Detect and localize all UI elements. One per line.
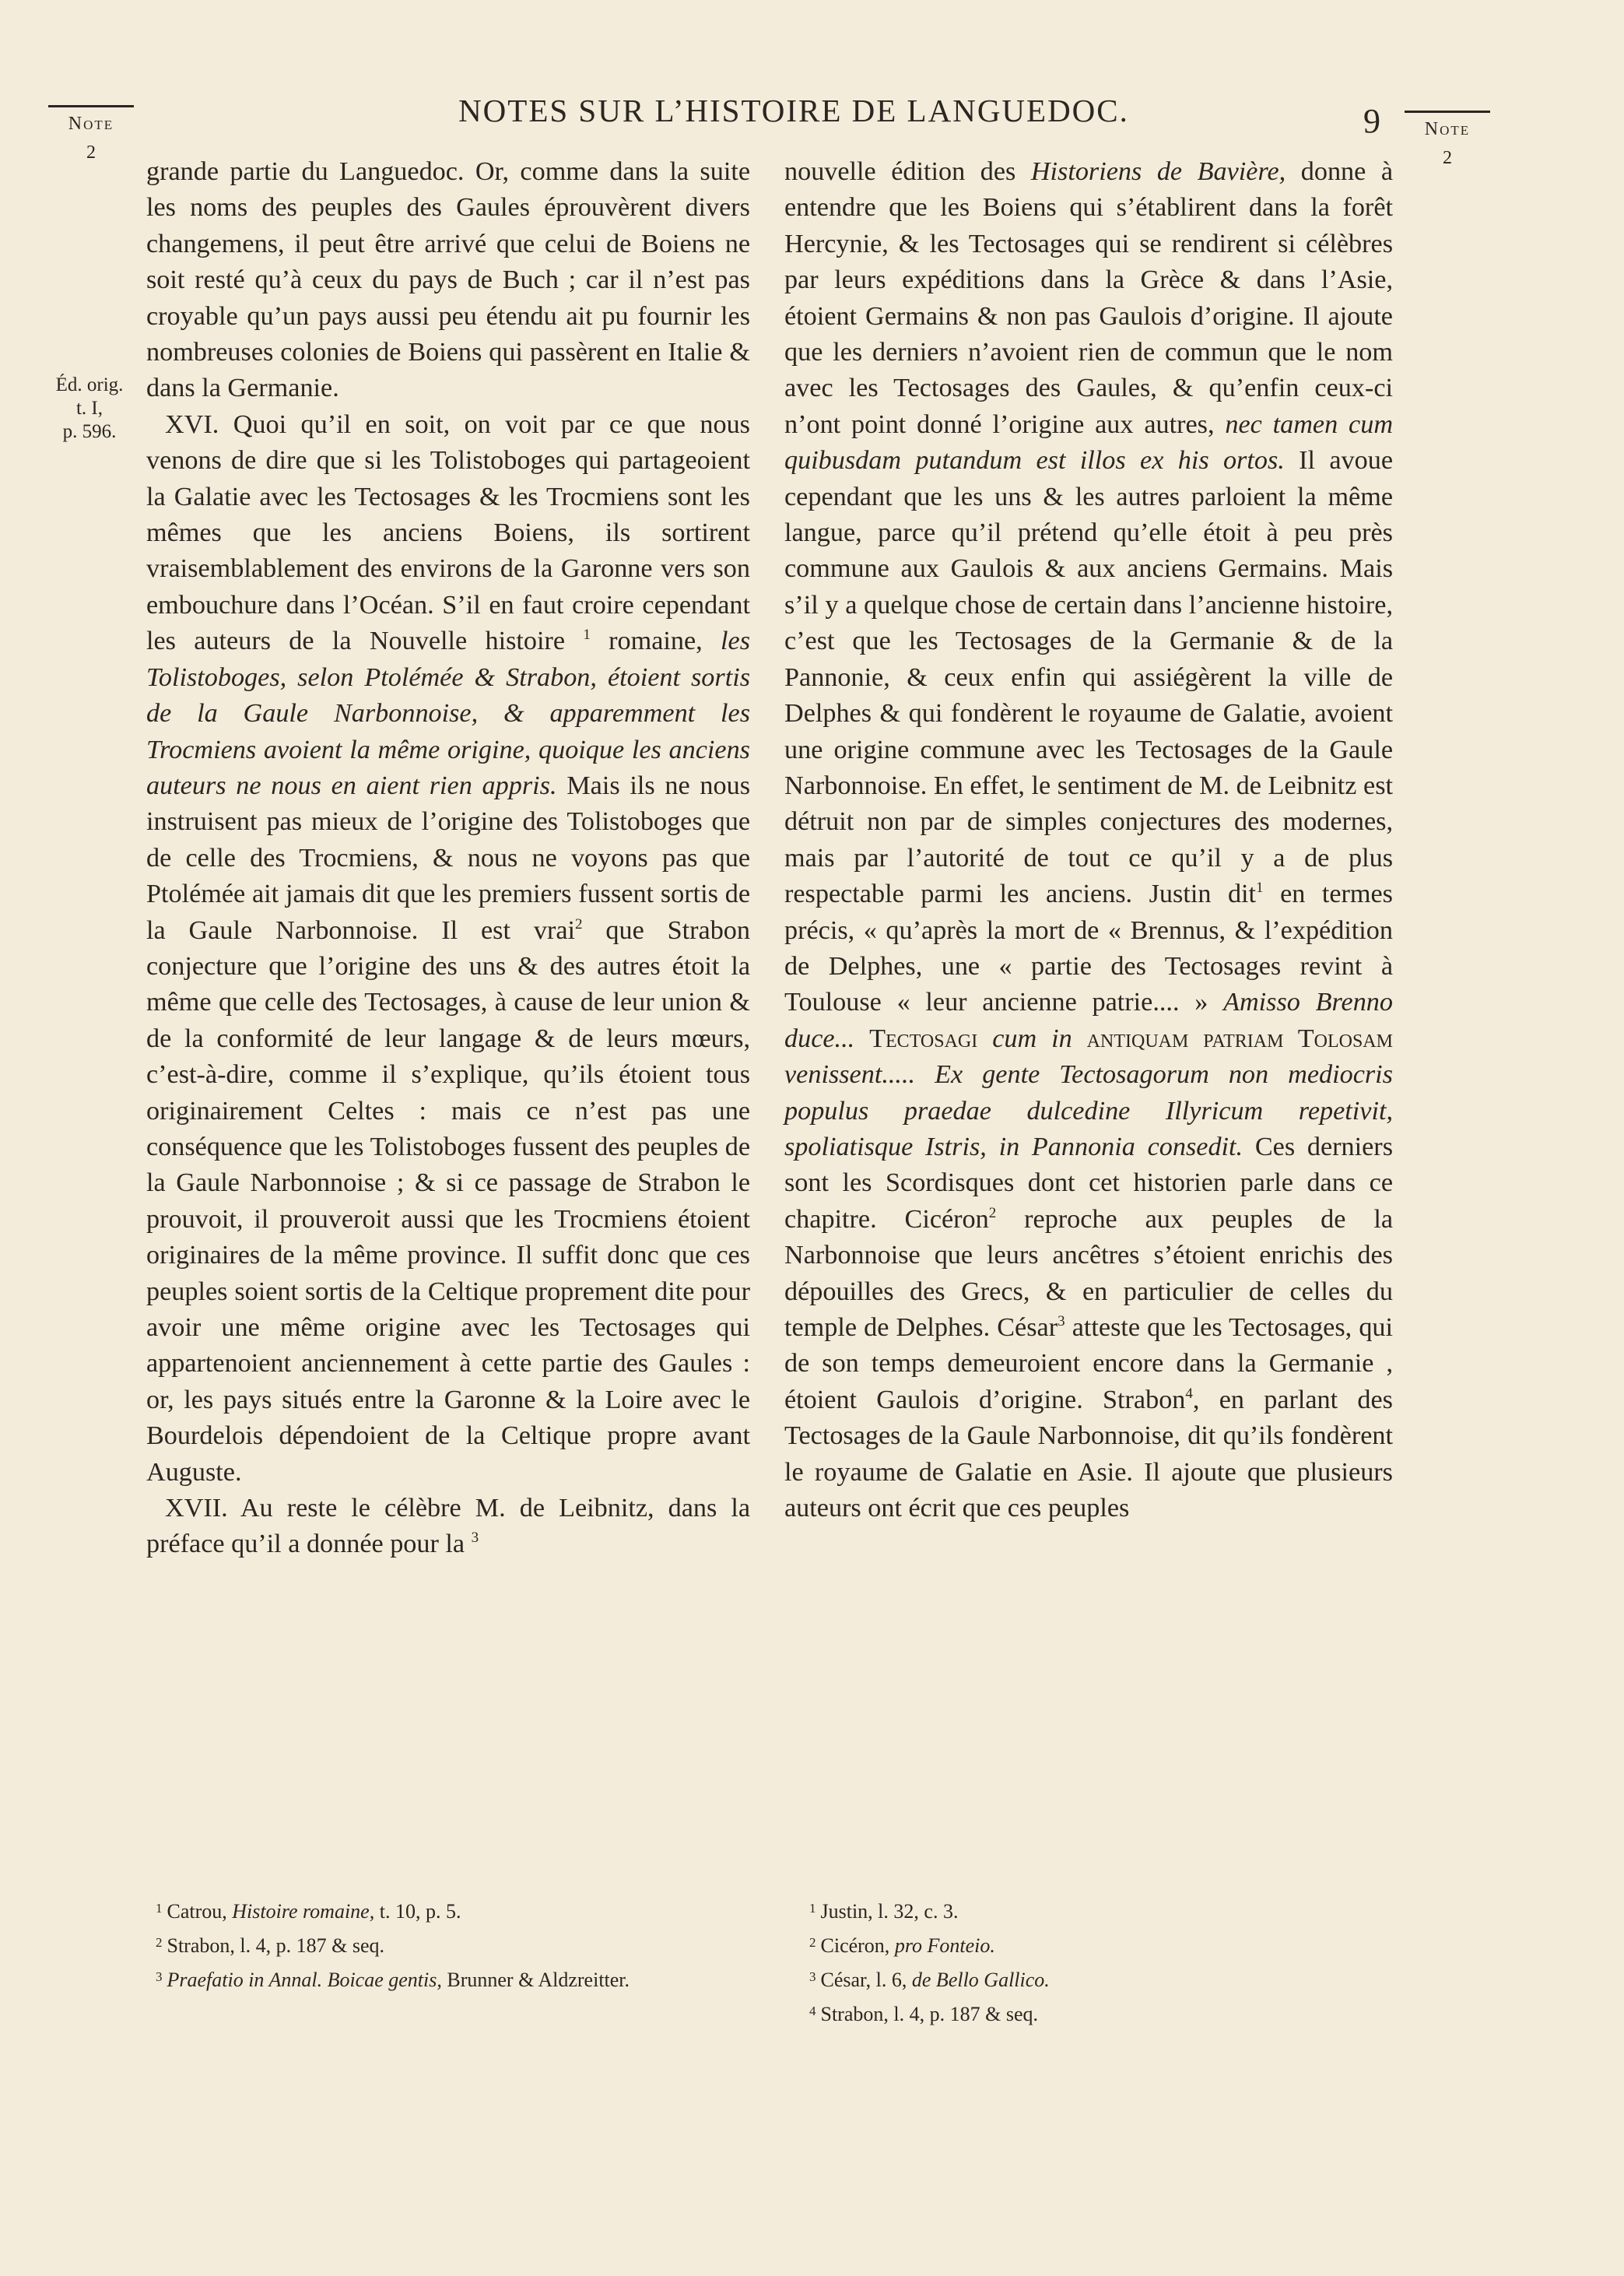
footnote — [809, 1962, 1401, 1996]
latin-quote: venissent..... Ex gente Tectosagorum non mediocris populus praedae dulcedine Illyricum repetivit, spoliatisque Istris, in Pannonia consedit. — [784, 1060, 1393, 1161]
footnote-text: t. 10, p. 5. — [379, 1900, 461, 1923]
footnote-number: 3 — [156, 1969, 163, 1984]
left-column — [146, 154, 750, 1563]
note-number-right: 2 — [1443, 148, 1452, 168]
footnote — [809, 1893, 1401, 1927]
footnote-italic: pro Fonteio. — [894, 1934, 995, 1957]
footnote — [156, 1962, 749, 1996]
footnote-ref[interactable]: 4 — [1185, 1385, 1193, 1402]
footnote-text: Strabon, l. 4, p. 187 & seq. — [167, 1934, 384, 1957]
text-run: atteste que les Tectosages, qui de son temps demeuroient encore dans la Germanie , étoient Gaulois d’origine. Strabon — [784, 1313, 1394, 1414]
text-run: XVII. Au reste le célèbre M. de Leibnitz, dans la préface qu’il a donnée pour la — [146, 1494, 750, 1559]
text-run: reproche aux peuples de la Narbonnoise que leurs ancêtres s’étoient enrichis des dépouilles des Grecs, & en particulier de celles du temple de Delphes. César — [784, 1204, 1393, 1342]
text-run: Ces derniers sont les Scordisques dont cet historien parle dans ce chapitre. Cicéron — [784, 1132, 1393, 1234]
footnote-number: 2 — [809, 1935, 816, 1950]
footnote-ref[interactable]: 3 — [471, 1530, 479, 1547]
text-run: , en parlant des Tectosages de la Gaule Narbonnoise, dit qu’ils fondèrent le royaume de Galatie en Asie. Il ajoute que plusieurs auteurs ont écrit que ces peuples — [784, 1385, 1393, 1523]
text-run: XVI. Quoi qu’il en soit, on voit par ce que nous venons de dire que si les Tolistoboges qui partageoient la Galatie avec les Tectosages & les Trocmiens sont les mêmes que les anciens Boiens, ils sortirent vraisemblablement des environs de la Garonne vers son embouchure dans l’Océan. S’il en faut croire cependant les auteurs de la Nouvelle histoire — [146, 409, 750, 656]
footnote-ref[interactable]: 2 — [988, 1204, 997, 1221]
note-rule-right — [1405, 111, 1490, 113]
footnote — [809, 1927, 1401, 1962]
text-run: en termes précis, « qu’après la mort de « Brennus, & l’expédition de Delphes, une « partie des Tectosages revint à Toulouse « leur ancienne patrie.... » — [784, 880, 1393, 1017]
footnote-italic: Praefatio in Annal. Boicae gentis, — [167, 1969, 442, 1991]
footnote-number: 2 — [156, 1935, 163, 1950]
side-ref-line3: p. 596. — [62, 421, 117, 442]
text-run: nouvelle édition des — [784, 157, 1016, 186]
footnote-ref[interactable]: 2 — [575, 915, 583, 933]
latin-smallcaps: Tectosagi — [869, 1024, 978, 1053]
right-column — [784, 154, 1393, 1526]
footnote-text: Cicéron, — [820, 1934, 890, 1957]
page-number: 9 — [1363, 102, 1380, 140]
text-run: romaine, — [609, 627, 703, 656]
paragraph-xvi — [146, 407, 750, 1491]
note-rule-left — [48, 105, 134, 107]
footnotes-left — [156, 1893, 749, 1996]
footnote-ref[interactable]: 3 — [1058, 1313, 1065, 1329]
footnote-number: 4 — [809, 2004, 816, 2018]
note-marker-left — [48, 105, 134, 163]
footnote — [156, 1893, 749, 1927]
footnote — [809, 1996, 1401, 2030]
footnote-number: 1 — [809, 1901, 816, 1916]
paragraph-1: grande partie du Languedoc. Or, comme dans la suite les noms des peuples des Gaules éprouvèrent divers changemens, il peut être arrivé que celui de Boiens ne soit resté qu’à ceux du pays de Buch ; car il n’est pas croyable qu’un pays aussi peu étendu ait pu fournir les nombreuses colonies de Boiens qui passèrent en Italie & dans la Germanie. — [146, 157, 750, 403]
paragraph-xvii — [146, 1491, 750, 1563]
footnote-text: Brunner & Aldzreitter. — [447, 1969, 630, 1991]
running-title: NOTES SUR L’HISTOIRE DE LANGUEDOC. — [458, 93, 1129, 128]
paragraph-continued — [784, 154, 1393, 1526]
side-ref-line1: Éd. orig. — [55, 374, 124, 395]
footnote-text: César, l. 6, — [820, 1969, 907, 1991]
note-label-left: Note — [68, 114, 114, 134]
footnote-text: Catrou, — [167, 1900, 227, 1923]
footnote-number: 3 — [809, 1969, 816, 1984]
latin-quote: cum in — [992, 1024, 1072, 1053]
footnote — [156, 1927, 749, 1962]
footnote-ref[interactable]: 1 — [583, 627, 591, 644]
side-ref-line2: t. I, — [75, 398, 103, 419]
note-marker-right — [1405, 111, 1490, 169]
footnotes-right — [809, 1893, 1401, 2030]
note-number-left: 2 — [86, 142, 96, 163]
footnote-italic: Histoire romaine, — [232, 1900, 375, 1923]
text-run: donne à entendre que les Boiens qui s’établirent dans la forêt Hercynie, & les Tectosages qui se rendirent si célèbres par leurs expéditions dans la Grèce & dans l’Asie, étoient Germains & non pas Gaulois d’origine. Il ajoute que les derniers n’avoient rien de commun que le nom avec les Tectosages des Gaules, & qu’enfin ceux-ci n’ont point donné l’origine aux autres, — [784, 157, 1394, 439]
original-edition-reference — [40, 374, 139, 444]
footnote-text: Justin, l. 32, c. 3. — [820, 1900, 959, 1923]
footnote-ref[interactable]: 1 — [1256, 880, 1264, 897]
italic-title: Historiens de Bavière, — [1030, 157, 1286, 186]
latin-quote: Amisso Brenno duce... — [784, 988, 1393, 1053]
text-run: que Strabon conjecture que l’origine des uns & des autres étoit la même que celle des Tectosages, à cause de leur union & de la conformité de leur langage & de leurs mœurs, c’est-à-dire, comme il s’explique, qu’ils étoient tous originairement Celtes : mais ce n’est pas une conséquence que les Tolistoboges fussent des peuples de la Gaule Narbonnoise ; & si ce passage de Strabon le prouvoit, il prouveroit aussi que les Trocmiens étoient originaires de la même province. Il suffit donc que ces peuples soient sortis de la Celtique proprement dite pour avoir une même origine avec les Tectosages qui appartenoient anciennement à cette partie des Gaules : or, les pays situés entre la Garonne & la Loire avec le Bourdelois dépendoient de la Celtique propre avant Auguste. — [146, 915, 750, 1487]
latin-smallcaps: antiquam patriam Tolosam — [1086, 1024, 1393, 1053]
text-run: Il avoue cependant que les uns & les autres parloient la même langue, parce qu’il prétend qu’elle étoit à peu près commune aux Gaulois & aux anciens Germains. Mais s’il y a quelque chose de certain dans l’ancienne histoire, c’est que les Tectosages de la Germanie & de la Pannonie, & ceux enfin qui assiégèrent la ville de Delphes & qui fondèrent le royaume de Galatie, avoient une origine commune avec les Tectosages de la Gaule Narbonnoise. En effet, le sentiment de M. de Leibnitz est détruit non par de simples conjectures des modernes, mais par l’autorité de tout ce qu’il y a de plus respectable parmi les anciens. Justin dit — [784, 446, 1394, 909]
italic-quote: les Tolistoboges, selon Ptolémée & Strabon, étoient sortis de la Gaule Narbonnoise, & apparemment les Trocmiens avoient la même origine, quoique les anciens auteurs ne nous en aient rien appris. — [146, 627, 751, 800]
text-run: Mais ils ne nous instruisent pas mieux de l’origine des Tolistoboges que de celle des Trocmiens, & nous ne voyons pas que Ptolémée ait jamais dit que les premiers fussent sortis de la Gaule Narbonnoise. Il est vrai — [146, 771, 751, 945]
footnote-number: 1 — [156, 1901, 163, 1916]
footnote-italic: de Bello Gallico. — [911, 1969, 1050, 1991]
latin-quote: nec tamen cum quibusdam putandum est illos ex his ortos. — [784, 409, 1394, 476]
note-label-right: Note — [1424, 119, 1471, 139]
footnote-text: Strabon, l. 4, p. 187 & seq. — [820, 2003, 1038, 2025]
